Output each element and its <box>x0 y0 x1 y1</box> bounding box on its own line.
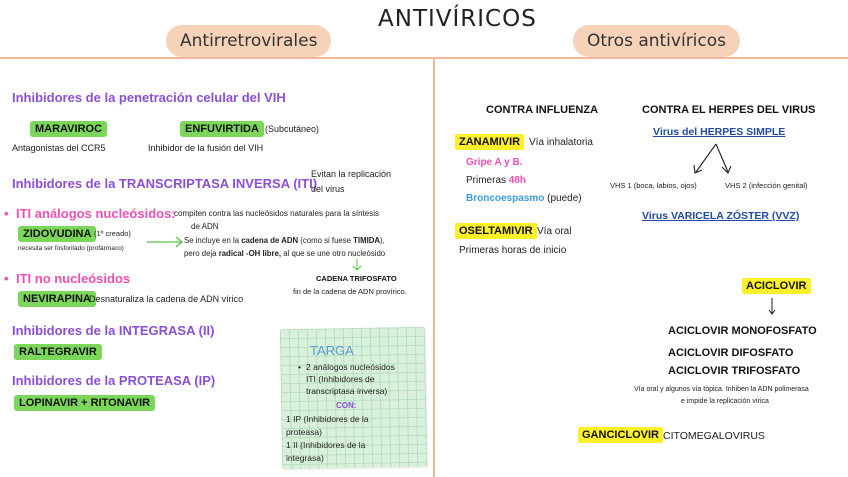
targa-title: TARGA <box>310 343 354 358</box>
primeras-48h: Primeras 48h <box>466 175 527 186</box>
vertical-divider <box>433 58 435 477</box>
heading-iti: Inhibidores de la TRANSCRIPTASA INVERSA (ITI) <box>12 176 318 191</box>
targa-line-6: 1 II (Inhibidores de la <box>286 440 366 450</box>
drug-maraviroc: MARAVIROC <box>30 121 107 137</box>
heading-iti-no-nucleosidos: ITI no nucleósidos <box>16 271 131 286</box>
aciclovir-difosfato: ACICLOVIR DIFOSFATO <box>668 347 794 359</box>
mechanism-line-1: Se incluye en la cadena de ADN (como si fuese TIMIDA), <box>184 236 385 245</box>
drug-ganciclovir: GANCICLOVIR <box>578 427 663 443</box>
drug-aciclovir: ACICLOVIR <box>742 278 811 294</box>
targa-con: CON: <box>336 401 357 410</box>
cadena-trifosfato: CADENA TRIFOSFATO <box>316 274 397 283</box>
aciclovir-note-1: Vía oral y algunos vía tópica. Inhiben la ADN polimerasa <box>634 386 809 393</box>
horizontal-divider <box>0 57 848 59</box>
enfuvirtida-note: (Subcutáneo) <box>265 124 320 134</box>
targa-line-2: ITI (Inhibidores de <box>306 374 375 384</box>
heading-influenza: CONTRA INFLUENZA <box>486 104 599 116</box>
drug-nevirapina: NEVIRAPINA <box>18 291 96 307</box>
cadena-trifosfato-desc: fin de la cadena de ADN provírico. <box>293 287 407 296</box>
gripe-a-b: Gripe A y B. <box>466 157 523 168</box>
drug-zanamivir: ZANAMIVIR <box>455 134 524 150</box>
zanamivir-route: Vía inhalatoria <box>529 137 593 148</box>
page-title: ANTIVÍRICOS <box>378 6 537 32</box>
analogos-desc-2: de ADN <box>191 222 219 231</box>
zidovudina-note: (1º creado) <box>94 229 131 238</box>
drug-raltegravir: RALTEGRAVIR <box>14 344 102 360</box>
arrow-right-icon <box>145 234 187 248</box>
broncoespasmo: Broncoespasmo (puede) <box>466 193 582 204</box>
targa-line-4: 1 IP (Inhibidores de la <box>286 414 369 424</box>
vvz-link[interactable]: Virus VARICELA ZÓSTER (VVZ) <box>642 210 800 222</box>
aciclovir-trifosfato: ACICLOVIR TRIFOSFATO <box>668 365 801 377</box>
bullet-iti-no-nucleosidos: • <box>4 271 9 286</box>
oseltamivir-route: Vía oral <box>537 226 572 237</box>
targa-line-5: proteasa) <box>286 427 322 437</box>
nevirapina-desc: Desnaturaliza la cadena de ADN vírico <box>89 294 244 304</box>
iti-side-note-1: Evitan la replicación <box>311 169 392 179</box>
herpes-simple-link[interactable]: Virus del HERPES SIMPLE <box>653 126 786 138</box>
drug-zidovudina: ZIDOVUDINA <box>18 226 96 242</box>
enfuvirtida-desc: Inhibidor de la fusión del VIH <box>148 143 264 153</box>
maraviroc-desc: Antagonistas del CCR5 <box>12 143 106 153</box>
targa-line-3: transcriptasa inversa) <box>306 386 388 396</box>
ganciclovir-desc: CITOMEGALOVIRUS <box>663 430 765 442</box>
drug-enfuvirtida: ENFUVIRTIDA <box>180 121 264 137</box>
heading-integrasa: Inhibidores de la INTEGRASA (II) <box>12 323 215 338</box>
vhs1: VHS 1 (boca, labios, ojos) <box>610 181 697 190</box>
branch-arrows-icon <box>680 142 750 178</box>
aciclovir-note-2: e impide la replicación vírica <box>681 398 769 405</box>
arrow-down-icon <box>767 297 777 317</box>
drug-lopinavir-ritonavir: LOPINAVIR + RITONAVIR <box>14 395 155 411</box>
arrow-down-icon <box>351 258 363 272</box>
iti-side-note-2: del virus <box>311 184 345 194</box>
zidovudina-desc: necesita ser fosforilado (profármaco) <box>18 245 124 252</box>
vhs2: VHS 2 (infección genital) <box>725 181 808 190</box>
targa-bullet: • <box>298 362 301 372</box>
tab-otros-antiviricos: Otros antivíricos <box>573 25 740 57</box>
bullet-iti-analogos: • <box>4 206 9 221</box>
tab-antirretrovirales: Antirretrovirales <box>166 25 331 57</box>
oseltamivir-note: Primeras horas de inicio <box>459 245 567 256</box>
heading-proteasa: Inhibidores de la PROTEASA (IP) <box>12 373 216 388</box>
targa-line-1: 2 análogos nucleósidos <box>306 362 395 372</box>
heading-penetracion: Inhibidores de la penetración celular del VIH <box>12 90 286 105</box>
heading-iti-analogos: ITI análogos nucleósidos: <box>16 206 176 221</box>
aciclovir-monofosfato: ACICLOVIR MONOFOSFATO <box>668 325 817 337</box>
analogos-desc-1: compiten contra las nucleósidos naturales para la síntesis <box>174 209 379 218</box>
drug-oseltamivir: OSELTAMIVIR <box>455 223 537 239</box>
mechanism-line-2: pero deja radical -OH libre, al que se une otro nucleósido <box>184 249 386 258</box>
targa-line-7: integrasa) <box>286 453 324 463</box>
heading-herpes: CONTRA EL HERPES DEL VIRUS <box>642 104 816 116</box>
